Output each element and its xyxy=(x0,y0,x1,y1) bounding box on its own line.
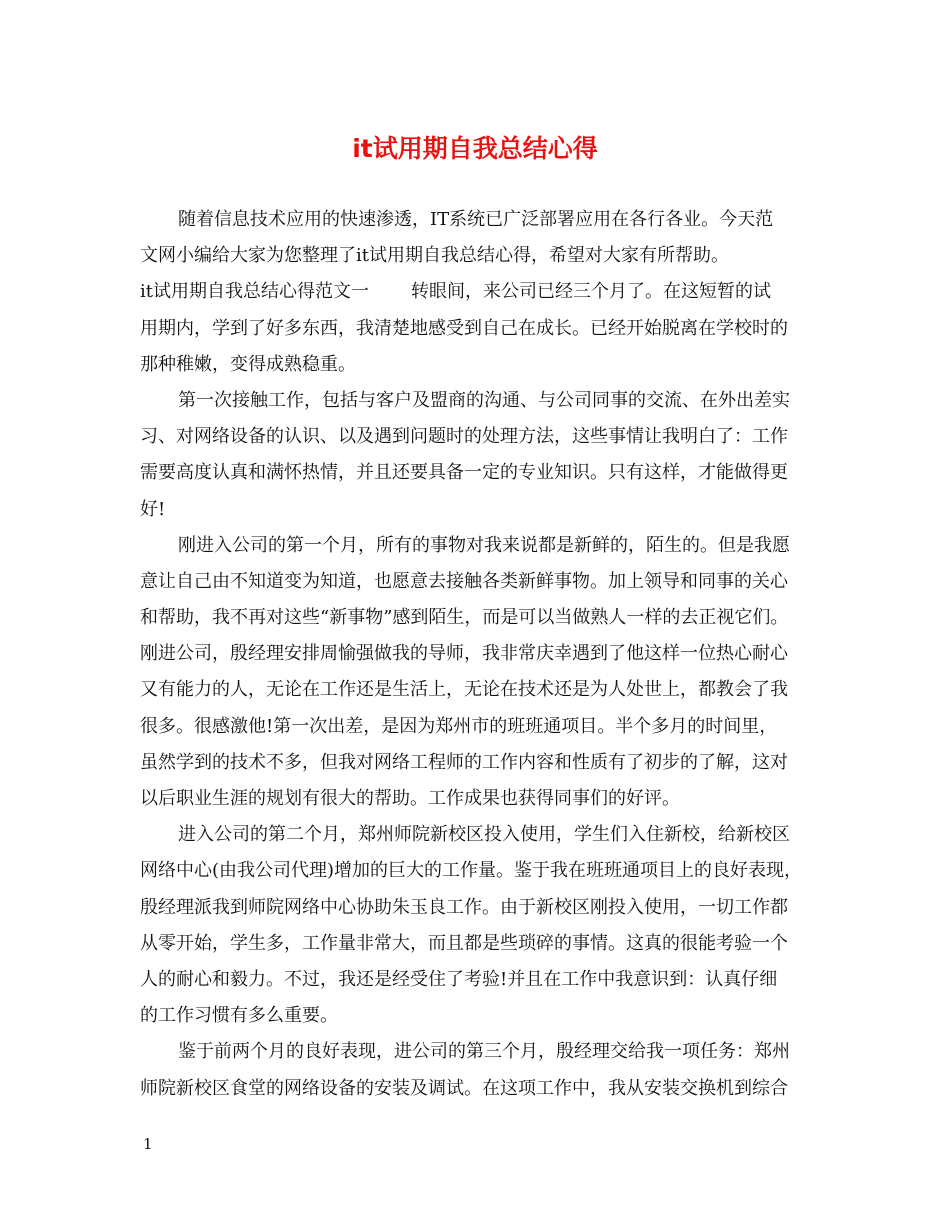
text-line-content: 那种稚嫩，变得成熟稳重。 xyxy=(140,353,356,375)
text-line xyxy=(140,492,820,528)
document-body xyxy=(140,202,820,1107)
text-line xyxy=(140,890,820,926)
text-line-content: 进入公司的第二个月，郑州师院新校区投入使用，学生们入住新校，给新校区 xyxy=(178,824,790,846)
text-line-content: 第一次接触工作，包括与客户及盟商的沟通、与公司同事的交流、在外出差实 xyxy=(178,389,790,411)
text-line xyxy=(140,311,820,347)
text-line-content: 刚进公司，殷经理安排周愉强做我的导师，我非常庆幸遇到了他这样一位热心耐心 xyxy=(140,643,788,665)
text-line-content: 师院新校区食堂的网络设备的安装及调试。在这项工作中，我从安装交换机到综合 xyxy=(140,1077,788,1099)
text-line xyxy=(140,202,820,238)
text-line xyxy=(140,1071,820,1107)
document-title: it试用期自我总结心得 xyxy=(352,134,598,163)
text-line xyxy=(140,998,820,1034)
text-line xyxy=(140,238,820,274)
text-line xyxy=(140,274,820,310)
text-line xyxy=(140,709,820,745)
text-line-content: 很多。很感激他!第一次出差，是因为郑州市的班班通项目。半个多月的时间里， xyxy=(140,715,778,737)
text-line xyxy=(140,745,820,781)
text-line-content: 的工作习惯有多么重要。 xyxy=(140,1005,338,1027)
text-line-content: 意让自己由不知道变为知道，也愿意去接触各类新鲜事物。加上领导和同事的关心 xyxy=(140,570,788,592)
text-line-content: 习、对网络设备的认识、以及遇到问题时的处理方法，这些事情让我明白了：工作 xyxy=(140,426,788,448)
text-line xyxy=(140,853,820,889)
text-line xyxy=(140,672,820,708)
text-line-content: 鉴于前两个月的良好表现，进公司的第三个月，殷经理交给我一项任务：郑州 xyxy=(178,1041,790,1063)
text-line-content: 需要高度认真和满怀热情，并且还要具备一定的专业知识。只有这样，才能做得更 xyxy=(140,462,788,484)
text-line xyxy=(140,1034,820,1070)
text-line-content: 刚进入公司的第一个月，所有的事物对我来说都是新鲜的，陌生的。但是我愿 xyxy=(178,534,790,556)
text-line xyxy=(140,564,820,600)
text-line xyxy=(140,600,820,636)
text-line-content: 虽然学到的技术不多，但我对网络工程师的工作内容和性质有了初步的了解，这对 xyxy=(140,751,788,773)
text-line-content: 从零开始，学生多，工作量非常大，而且都是些琐碎的事情。这真的很能考验一个 xyxy=(140,932,788,954)
text-line-content: 以后职业生涯的规划有很大的帮助。工作成果也获得同事们的好评。 xyxy=(140,788,680,809)
text-line-continuation: 转眼间，来公司已经三个月了。在这短暂的试 xyxy=(411,281,771,303)
text-line-content: it试用期自我总结心得范文一 xyxy=(140,281,369,303)
text-line-content: 随着信息技术应用的快速渗透，IT系统已广泛部署应用在各行各业。今天范 xyxy=(178,209,774,230)
text-line xyxy=(140,347,820,383)
text-line xyxy=(140,636,820,672)
text-line-content: 人的耐心和毅力。不过，我还是经受住了考验!并且在工作中我意识到：认真仔细 xyxy=(140,968,778,990)
text-line xyxy=(140,962,820,998)
page-number: 1 xyxy=(143,1135,153,1153)
text-line-content: 好! xyxy=(140,498,166,520)
text-line xyxy=(140,383,820,419)
text-line xyxy=(140,528,820,564)
text-line-content: 文网小编给大家为您整理了it试用期自我总结心得，希望对大家有所帮助。 xyxy=(140,245,729,267)
text-line-content: 和帮助，我不再对这些“新事物”感到陌生，而是可以当做熟人一样的去正视它们。 xyxy=(140,607,789,629)
text-line-content: 殷经理派我到师院网络中心协助朱玉良工作。由于新校区刚投入使用，一切工作都 xyxy=(140,896,788,918)
text-line-content: 又有能力的人，无论在工作还是生活上，无论在技术还是为人处世上，都教会了我 xyxy=(140,679,788,701)
text-line-content: 网络中心(由我公司代理)增加的巨大的工作量。鉴于我在班班通项目上的良好表现， xyxy=(140,860,803,882)
text-line xyxy=(140,455,820,491)
text-line-content: 用期内，学到了好多东西，我清楚地感受到自己在成长。已经开始脱离在学校时的 xyxy=(140,317,788,339)
text-line xyxy=(140,926,820,962)
text-line xyxy=(140,781,820,817)
text-line xyxy=(140,817,820,853)
text-line xyxy=(140,419,820,455)
